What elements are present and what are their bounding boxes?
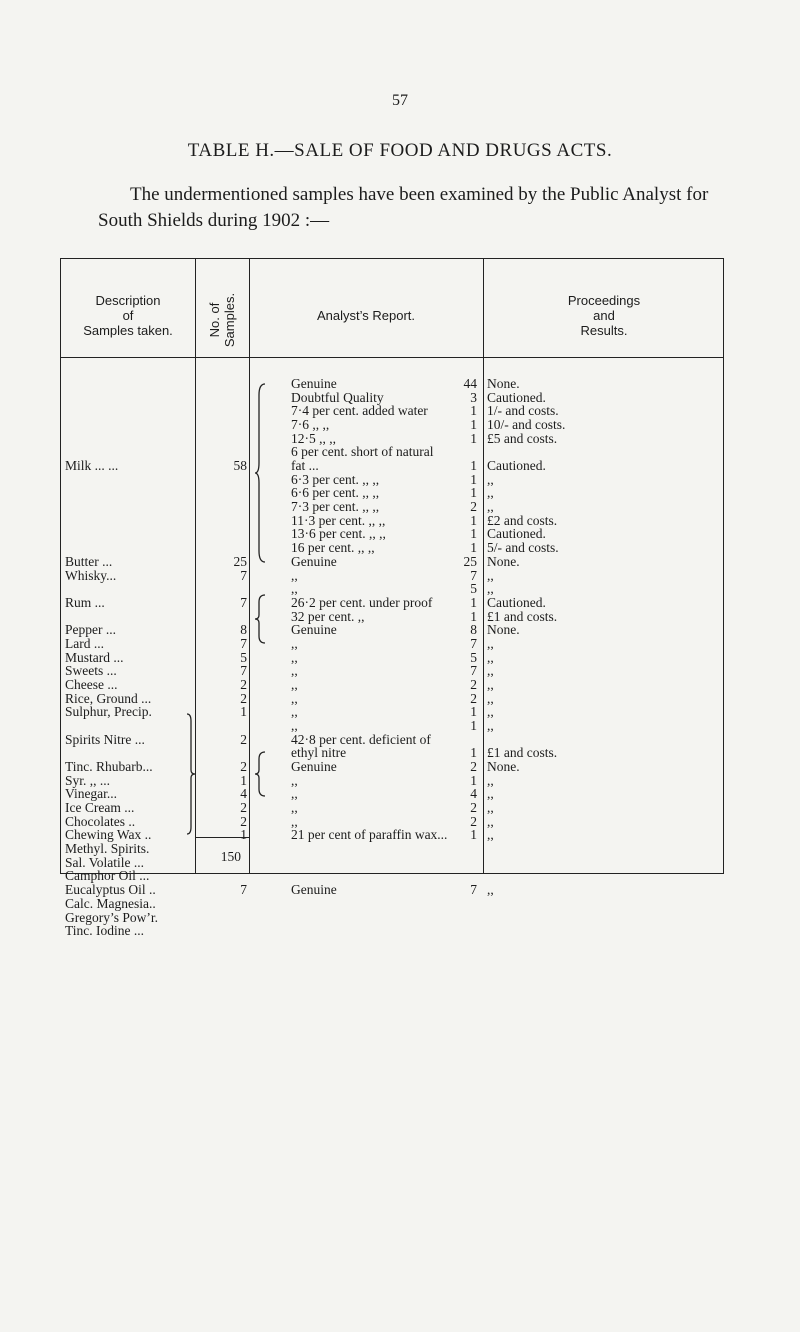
row-analyst-report: ,,	[291, 690, 298, 706]
row-report-count: 2	[470, 759, 477, 775]
samples-total: 150	[220, 849, 241, 864]
header-proceedings: Proceedings and Results.	[567, 293, 641, 338]
row-analyst-report: 7·4 per cent. added water	[291, 403, 428, 419]
table-title: TABLE H.—SALE OF FOOD AND DRUGS ACTS.	[187, 140, 613, 161]
row-sample-count: 2	[240, 759, 247, 775]
row-result: None.	[487, 622, 520, 638]
row-analyst-report: Genuine	[291, 759, 337, 775]
row-result: Cautioned.	[487, 389, 546, 405]
table-row	[61, 787, 723, 801]
row-report-count: 5	[470, 581, 477, 597]
header-samples: No. of Samples.	[207, 292, 237, 348]
row-report-count: 2	[470, 676, 477, 692]
table-row	[61, 418, 723, 432]
row-analyst-report: 7·6 ,, ,,	[291, 417, 330, 433]
row-analyst-report: ,,	[291, 663, 298, 679]
row-description: Mustard ...	[65, 649, 124, 665]
spirits-nitre-brace	[255, 751, 267, 797]
row-description: Pepper ...	[65, 622, 116, 638]
row-description: Milk ... ...	[65, 458, 119, 474]
row-description: Whisky...	[65, 567, 117, 583]
row-analyst-report: ethyl nitre	[291, 745, 347, 761]
table-row	[61, 459, 723, 473]
row-description: Calc. Magnesia..	[65, 895, 156, 911]
row-description: Tinc. Iodine ...	[65, 923, 145, 939]
row-report-count: 1	[470, 827, 477, 843]
row-result: ,,	[487, 499, 494, 515]
page-number: 57	[392, 92, 408, 109]
row-description: Camphor Oil ...	[65, 868, 150, 884]
table-row	[61, 733, 723, 747]
table-row	[61, 828, 723, 842]
row-report-count: 1	[470, 540, 477, 556]
row-analyst-report: Genuine	[291, 376, 337, 391]
table-row	[61, 377, 723, 391]
row-analyst-report: 6 per cent. short of natural	[291, 444, 434, 460]
table-row	[61, 486, 723, 500]
row-result: £5 and costs.	[487, 430, 558, 446]
row-report-count: 7	[470, 635, 477, 651]
table-row	[61, 746, 723, 760]
row-result: Cautioned.	[487, 526, 546, 542]
row-report-count: 5	[470, 649, 477, 665]
row-result: Cautioned.	[487, 594, 546, 610]
row-description: Syr. ,, ...	[65, 772, 111, 788]
row-analyst-report: 42·8 per cent. deficient of	[291, 731, 431, 747]
row-report-count: 7	[470, 882, 477, 898]
row-result: Cautioned.	[487, 458, 546, 474]
row-report-count: 7	[470, 567, 477, 583]
row-description: Sal. Volatile ...	[65, 854, 145, 870]
row-description: Vinegar...	[65, 786, 118, 802]
row-sample-count: 2	[240, 676, 247, 692]
row-description: Rum ...	[65, 594, 105, 610]
table-row	[61, 897, 723, 911]
row-result: ,,	[487, 786, 494, 802]
row-result: ,,	[487, 567, 494, 583]
row-analyst-report: 21 per cent of paraffin wax...	[291, 827, 448, 843]
table-row	[61, 869, 723, 883]
row-sample-count: 7	[240, 635, 247, 651]
row-description: Sulphur, Precip.	[65, 704, 152, 720]
row-analyst-report: 32 per cent. ,,	[291, 608, 365, 624]
row-sample-count: 25	[233, 553, 247, 569]
row-description: Methyl. Spirits.	[65, 841, 150, 857]
table-row	[61, 842, 723, 856]
row-result: £1 and costs.	[487, 745, 558, 761]
table-row	[61, 527, 723, 541]
row-sample-count: 2	[240, 690, 247, 706]
row-report-count: 1	[470, 403, 477, 419]
row-sample-count: 58	[233, 458, 247, 474]
row-analyst-report: 26·2 per cent. under proof	[291, 594, 433, 610]
header-divider	[61, 357, 723, 358]
row-report-count: 1	[470, 745, 477, 761]
row-sample-count: 5	[240, 649, 247, 665]
table-row	[61, 719, 723, 733]
row-report-count: 1	[470, 471, 477, 487]
table-row	[61, 883, 723, 897]
row-report-count: 1	[470, 526, 477, 542]
table-row	[61, 911, 723, 925]
row-result: ,,	[487, 635, 494, 651]
table-row	[61, 610, 723, 624]
row-report-count: 1	[470, 718, 477, 733]
row-result: ,,	[487, 827, 494, 843]
row-analyst-report: ,,	[291, 813, 298, 829]
row-result: ,,	[487, 663, 494, 679]
table-row	[61, 856, 723, 870]
row-result: ,,	[487, 471, 494, 487]
row-report-count: 2	[470, 800, 477, 816]
table-row	[61, 569, 723, 583]
milk-brace	[255, 383, 267, 563]
row-result: ,,	[487, 676, 494, 692]
table-row	[61, 404, 723, 418]
row-report-count: 3	[470, 389, 477, 405]
row-result: None.	[487, 553, 520, 569]
row-result: 1/- and costs.	[487, 403, 559, 419]
row-result: ,,	[487, 649, 494, 665]
row-analyst-report: 13·6 per cent. ,, ,,	[291, 526, 386, 542]
row-result: None.	[487, 759, 520, 775]
table-row	[61, 924, 723, 938]
table-row	[61, 637, 723, 651]
header-report: Analyst’s Report.	[316, 308, 416, 323]
row-analyst-report: ,,	[291, 635, 298, 651]
row-description: Rice, Ground ...	[65, 690, 152, 706]
row-sample-count: 2	[240, 800, 247, 816]
row-report-count: 25	[463, 553, 477, 569]
row-sample-count: 1	[240, 704, 247, 720]
table-row	[61, 445, 723, 459]
row-report-count: 1	[470, 430, 477, 446]
row-analyst-report: 7·3 per cent. ,, ,,	[291, 499, 380, 515]
row-result: £1 and costs.	[487, 608, 558, 624]
row-analyst-report: Genuine	[291, 622, 337, 638]
row-analyst-report: Genuine	[291, 882, 337, 898]
row-analyst-report: ,,	[291, 704, 298, 720]
row-description: Gregory’s Pow’r.	[65, 909, 158, 925]
row-analyst-report: 11·3 per cent. ,, ,,	[291, 512, 386, 528]
row-result: ,,	[487, 772, 494, 788]
row-analyst-report: ,,	[291, 786, 298, 802]
intro-paragraph: The undermentioned samples have been examined by the Public Analyst for South Shields during 1902 :—	[98, 184, 709, 231]
row-description: Chocolates ..	[65, 813, 136, 829]
table-row	[61, 514, 723, 528]
row-sample-count: 1	[240, 827, 247, 843]
table-row	[61, 555, 723, 569]
row-description: Chewing Wax ..	[65, 827, 152, 843]
table-row	[61, 774, 723, 788]
table-row	[61, 596, 723, 610]
row-report-count: 1	[470, 704, 477, 720]
row-report-count: 7	[470, 663, 477, 679]
table-row	[61, 692, 723, 706]
table-row	[61, 500, 723, 514]
table-row	[61, 623, 723, 637]
row-report-count: 44	[463, 376, 477, 391]
row-report-count: 1	[470, 485, 477, 501]
row-sample-count: 2	[240, 813, 247, 829]
row-sample-count: 7	[240, 567, 247, 583]
row-result: ,,	[487, 690, 494, 706]
row-report-count: 1	[470, 458, 477, 474]
row-result: ,,	[487, 718, 494, 733]
row-analyst-report: fat ...	[291, 458, 319, 474]
row-report-count: 2	[470, 813, 477, 829]
row-result: £2 and costs.	[487, 512, 558, 528]
row-result: None.	[487, 376, 520, 391]
drugs-group-brace	[185, 713, 197, 835]
row-report-count: 1	[470, 512, 477, 528]
row-description: Butter ...	[65, 553, 113, 569]
row-sample-count: 4	[240, 786, 247, 802]
samples-table	[60, 258, 724, 939]
row-result: ,,	[487, 800, 494, 816]
row-analyst-report: Doubtful Quality	[291, 389, 384, 405]
row-analyst-report: ,,	[291, 800, 298, 816]
row-result: ,,	[487, 704, 494, 720]
row-analyst-report: ,,	[291, 772, 298, 788]
row-analyst-report: ,,	[291, 581, 298, 597]
row-sample-count: 7	[240, 663, 247, 679]
row-report-count: 1	[470, 772, 477, 788]
row-analyst-report: 16 per cent. ,, ,,	[291, 540, 375, 556]
row-description: Eucalyptus Oil ..	[65, 882, 156, 898]
row-sample-count: 2	[240, 731, 247, 747]
table-row	[61, 678, 723, 692]
row-analyst-report: ,,	[291, 649, 298, 665]
row-result: ,,	[487, 581, 494, 597]
row-description: Sweets ...	[65, 663, 117, 679]
row-result: ,,	[487, 485, 494, 501]
rum-brace	[255, 594, 267, 644]
row-result: ,,	[487, 813, 494, 829]
table-row	[61, 664, 723, 678]
row-analyst-report: ,,	[291, 718, 298, 733]
row-sample-count: 1	[240, 772, 247, 788]
row-description: Cheese ...	[65, 676, 118, 692]
row-report-count: 2	[470, 499, 477, 515]
header-description: Description of Samples taken.	[83, 293, 173, 338]
row-description: Spirits Nitre ...	[65, 731, 145, 747]
row-description: Lard ...	[65, 635, 104, 651]
row-description: Tinc. Rhubarb...	[65, 759, 153, 775]
table-row	[61, 541, 723, 555]
row-description: Ice Cream ...	[65, 800, 135, 816]
row-analyst-report: ,,	[291, 567, 298, 583]
row-report-count: 4	[470, 786, 477, 802]
table-row	[61, 760, 723, 774]
row-sample-count: 7	[240, 594, 247, 610]
row-result: 5/- and costs.	[487, 540, 559, 556]
table-row	[61, 705, 723, 719]
row-sample-count: 7	[240, 882, 247, 898]
row-result: 10/- and costs.	[487, 417, 566, 433]
row-sample-count: 8	[240, 622, 247, 638]
row-report-count: 8	[470, 622, 477, 638]
row-analyst-report: 6·3 per cent. ,, ,,	[291, 471, 380, 487]
row-report-count: 1	[470, 608, 477, 624]
row-result: ,,	[487, 882, 494, 898]
row-report-count: 2	[470, 690, 477, 706]
row-analyst-report: ,,	[291, 676, 298, 692]
table-row	[61, 473, 723, 487]
row-analyst-report: Genuine	[291, 553, 337, 569]
row-analyst-report: 12·5 ,, ,,	[291, 430, 336, 446]
row-report-count: 1	[470, 594, 477, 610]
table-row	[61, 801, 723, 815]
table-row	[61, 651, 723, 665]
row-analyst-report: 6·6 per cent. ,, ,,	[291, 485, 380, 501]
row-report-count: 1	[470, 417, 477, 433]
